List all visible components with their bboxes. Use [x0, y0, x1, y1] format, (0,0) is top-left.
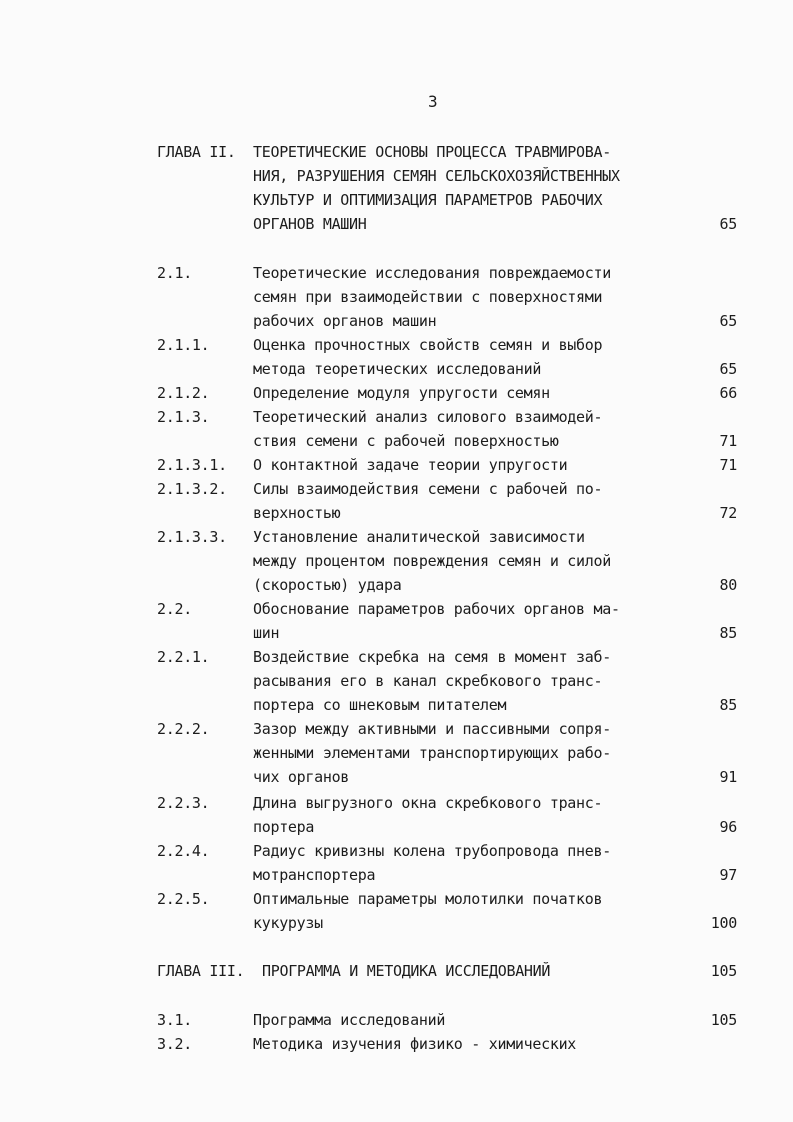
entry-line: Зазор между активными и пассивными сопря- — [253, 720, 611, 738]
entry-line: Обоснование параметров рабочих органов ма- — [253, 600, 620, 618]
section-number: 2.1.2. — [157, 384, 210, 402]
entry-line: метода теоретических исследований — [253, 360, 542, 378]
entry-line: между процентом повреждения семян и силой — [253, 552, 611, 570]
section-number: 2.2.3. — [157, 794, 210, 812]
page-ref: 105 — [710, 962, 737, 980]
page-ref: 91 — [719, 768, 737, 786]
entry-line: портера со шнековым питателем — [253, 696, 507, 714]
section-number: 2.1.1. — [157, 336, 210, 354]
chapter-title-line: ТЕОРЕТИЧЕСКИЕ ОСНОВЫ ПРОЦЕССА ТРАВМИРОВА- — [253, 143, 611, 161]
entry-line: семян при взаимодействии с поверхностями — [253, 288, 603, 306]
entry-line: мотранспортера — [253, 866, 376, 884]
page-ref: 65 — [719, 360, 737, 378]
entry-line: кукурузы — [253, 914, 323, 932]
page-ref: 71 — [719, 456, 737, 474]
page-ref: 85 — [719, 624, 737, 642]
entry-line: чих органов — [253, 768, 350, 786]
entry-line: Воздействие скребка на семя в момент заб- — [253, 648, 611, 666]
section-number: 2.2. — [157, 600, 192, 618]
entry-line: верхностью — [253, 504, 341, 522]
entry-line: шин — [253, 624, 280, 642]
section-number: 2.2.2. — [157, 720, 210, 738]
page-ref: 100 — [710, 914, 737, 932]
entry-line: Методика изучения физико - химических — [253, 1035, 577, 1053]
page-ref: 66 — [719, 384, 737, 402]
page-ref: 65 — [719, 215, 737, 233]
entry-line: расывания его в канал скребкового транс- — [253, 672, 603, 690]
page-ref: 71 — [719, 432, 737, 450]
section-number: 2.1.3.3. — [157, 528, 227, 546]
chapter-title-line: КУЛЬТУР И ОПТИМИЗАЦИЯ ПАРАМЕТРОВ РАБОЧИХ — [253, 191, 603, 209]
section-number: 2.1.3. — [157, 408, 210, 426]
entry-line: Длина выгрузного окна скребкового транс- — [253, 794, 603, 812]
section-number: 3.1. — [157, 1011, 192, 1029]
section-number: 2.1.3.1. — [157, 456, 227, 474]
page-ref: 97 — [719, 866, 737, 884]
page-ref: 85 — [719, 696, 737, 714]
page-number: 3 — [428, 92, 438, 111]
chapter-title-line: ОРГАНОВ МАШИН — [253, 215, 367, 233]
entry-line: Программа исследований — [253, 1011, 446, 1029]
section-number: 3.2. — [157, 1035, 192, 1053]
entry-line: Теоретический анализ силового взаимодей- — [253, 408, 603, 426]
page-ref: 65 — [719, 312, 737, 330]
entry-line: Силы взаимодействия семени с рабочей по- — [253, 480, 603, 498]
section-number: 2.1.3.2. — [157, 480, 227, 498]
entry-line: Теоретические исследования повреждаемости — [253, 264, 611, 282]
page-ref: 96 — [719, 818, 737, 836]
section-number: 2.1. — [157, 264, 192, 282]
section-number: 2.2.4. — [157, 842, 210, 860]
chapter-label: ГЛАВА III. — [157, 962, 245, 980]
section-number: 2.2.5. — [157, 890, 210, 908]
entry-line: портера — [253, 818, 315, 836]
entry-line: О контактной задаче теории упругости — [253, 456, 568, 474]
chapter-title-line: ПРОГРАММА И МЕТОДИКА ИССЛЕДОВАНИЙ — [262, 962, 551, 980]
entry-line: Радиус кривизны колена трубопровода пнев- — [253, 842, 611, 860]
page-ref: 80 — [719, 576, 737, 594]
chapter-title-line: НИЯ, РАЗРУШЕНИЯ СЕМЯН СЕЛЬСКОХОЗЯЙСТВЕННЫХ — [253, 167, 620, 185]
entry-line: ствия семени с рабочей поверхностью — [253, 432, 559, 450]
entry-line: рабочих органов машин — [253, 312, 437, 330]
page-ref: 72 — [719, 504, 737, 522]
entry-line: Оптимальные параметры молотилки початков — [253, 890, 603, 908]
entry-line: Определение модуля упругости семян — [253, 384, 550, 402]
entry-line: (скоростью) удара — [253, 576, 402, 594]
entry-line: женными элементами транспортирующих рабо- — [253, 744, 611, 762]
chapter-label: ГЛАВА II. — [157, 143, 236, 161]
section-number: 2.2.1. — [157, 648, 210, 666]
entry-line: Установление аналитической зависимости — [253, 528, 585, 546]
entry-line: Оценка прочностных свойств семян и выбор — [253, 336, 603, 354]
page-ref: 105 — [710, 1011, 737, 1029]
